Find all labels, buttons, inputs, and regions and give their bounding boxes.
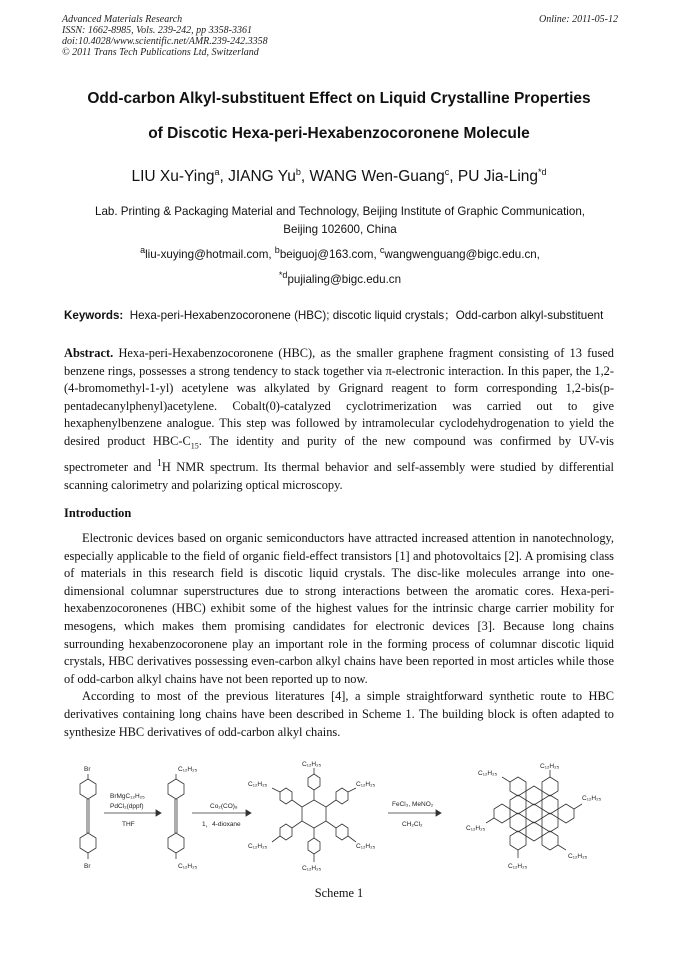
email-mark: b bbox=[274, 245, 280, 255]
abstract-text: Hexa-peri-Hexabenzocoronene (HBC), as the smaller graphene fragment consisting of 13 fused benzene rings, possesses a strong tendency to stack together via π-electronic interaction. In this paper, the 1,2-(4-bromomethyl-1-yl) acetylene was alkylated by Grignard reagent to form corresponding 1,2-bis(p-pentadecanylphenyl)acetylene. Cobalt(0)-catalyzed cyclotrimerization was carried out to give hexaphenylbenzene analogue. This step was followed by intramolecular cyclodehydrogenation to yield the desired product HBC-C bbox=[64, 346, 614, 448]
author-mark: a bbox=[214, 167, 220, 177]
reagent-label: FeCl₃, MeNO₂ bbox=[392, 801, 434, 808]
scheme-1-figure bbox=[64, 758, 620, 883]
alkyl-chain-label: C₁₂H₂₅ bbox=[478, 770, 498, 777]
email-mark: a bbox=[140, 245, 146, 255]
alkyl-chain-label: C₁₂H₂₅ bbox=[302, 865, 322, 872]
scheme-caption: Scheme 1 bbox=[314, 886, 364, 900]
email-link[interactable]: beiguoj@163.com, bbox=[279, 247, 380, 261]
abstract-text: H NMR spectrum. Its thermal behavior and self-assembly were studied by differential scanning calorimetry and polarizing optical microscopy. bbox=[64, 460, 614, 492]
author-name: JIANG Yu bbox=[228, 168, 296, 186]
author-list bbox=[40, 167, 638, 186]
reagent-label: BrMgC₁₂H₂₅ bbox=[110, 793, 145, 800]
author-name: LIU Xu-Ying bbox=[131, 168, 215, 186]
abstract-text: . The identity and purity of the new compound was confirmed by UV-vis spectrometer and bbox=[64, 433, 614, 475]
bromo-label: Br bbox=[84, 863, 91, 870]
author-name: PU Jia-Ling bbox=[457, 168, 539, 186]
solvent-label: 1，4-dioxane bbox=[202, 821, 241, 828]
catalyst-label: PdCl₂(dppf) bbox=[110, 803, 144, 810]
online-date: Online: 2011-05-12 bbox=[539, 14, 618, 25]
author-mark: b bbox=[295, 167, 301, 177]
keywords-label: Keywords: bbox=[64, 309, 124, 322]
alkyl-chain-label: C₁₂H₂₅ bbox=[356, 781, 376, 788]
alkyl-chain-label: C₁₂H₂₅ bbox=[582, 795, 602, 802]
abstract-subscript: 15 bbox=[190, 441, 199, 451]
alkyl-chain-label: C₁₂H₂₅ bbox=[466, 825, 486, 832]
email-mark: *d bbox=[278, 270, 288, 280]
email-line-1 bbox=[62, 245, 618, 261]
benzene-ring bbox=[168, 779, 184, 799]
author-mark: *d bbox=[538, 167, 547, 177]
email-link[interactable]: wangwenguang@bigc.edu.cn, bbox=[384, 247, 540, 261]
paper-title-line-2: of Discotic Hexa-peri-Hexabenzocoronene Molecule bbox=[148, 125, 530, 142]
abstract bbox=[64, 345, 614, 494]
email-line-2 bbox=[62, 270, 618, 286]
author-mark: c bbox=[444, 167, 450, 177]
alkyl-chain-label: C₁₂H₂₅ bbox=[178, 863, 198, 870]
introduction-body bbox=[64, 530, 614, 741]
affiliation-line-2: Beijing 102600, China bbox=[283, 223, 397, 236]
abstract-superscript: 1 bbox=[156, 458, 162, 470]
alkyl-chain-label: C₁₂H₂₅ bbox=[178, 766, 198, 773]
section-heading-introduction: Introduction bbox=[64, 506, 132, 520]
journal-header bbox=[62, 14, 618, 58]
journal-name: Advanced Materials Research bbox=[62, 14, 183, 25]
email-link[interactable]: pujialing@bigc.edu.cn bbox=[287, 272, 402, 286]
alkyl-chain-label: C₁₂H₂₅ bbox=[540, 763, 560, 770]
abstract-label: Abstract. bbox=[64, 346, 114, 360]
catalyst-label: Co₂(CO)₈ bbox=[210, 803, 238, 810]
doi-line: doi:10.4028/www.scientific.net/AMR.239-242.3358 bbox=[62, 36, 268, 47]
author-separator: , bbox=[449, 168, 458, 186]
central-benzene-ring bbox=[302, 800, 326, 828]
keywords-text: Hexa-peri-Hexabenzocoronene (HBC); discotic liquid crystals；Odd-carbon alkyl-substituent bbox=[129, 309, 604, 322]
author-separator: , bbox=[300, 168, 310, 186]
author-separator: , bbox=[219, 168, 229, 186]
affiliation-line-1: Lab. Printing & Packaging Material and Technology, Beijing Institute of Graphic Communication, bbox=[95, 205, 585, 218]
paper-title-line-1: Odd-carbon Alkyl-substituent Effect on Liquid Crystalline Properties bbox=[87, 90, 591, 107]
alkyl-chain-label: C₁₂H₂₅ bbox=[356, 843, 376, 850]
bromo-label: Br bbox=[84, 766, 91, 773]
paragraph: Electronic devices based on organic semiconductors have attracted increased attention in nanotechnology, especially applicable to the field of organic field-effect transistors [1] and photovoltaics [2]. A promising class of materials in this research field is discotic liquid crystals. The disc-like molecules arrange into one-dimensional columnar superstructures due to strong interactions between the aromatic cores. Hexa-peri-hexabenzocoronenes (HBC) exhibit some of the highest values for the intrinsic charge carrier mobility for mesogens, which makes them promising candidates for electronic devices [3]. Because long chains surrounding hexabenzocoronene play an important role in the forming process of columnar discotic liquid crystals, HBC derivatives possessing even-carbon alkyl chains have been reported in most articles while those of odd-carbon alkyl chains have not been reported up to now. bbox=[64, 531, 614, 686]
email-link[interactable]: liu-xuying@hotmail.com, bbox=[145, 247, 275, 261]
keywords bbox=[64, 308, 614, 324]
author-name: WANG Wen-Guang bbox=[309, 168, 445, 186]
benzene-ring bbox=[80, 833, 96, 853]
alkyl-chain-label: C₁₂H₂₅ bbox=[302, 761, 322, 768]
alkyl-chain-label: C₁₂H₂₅ bbox=[508, 863, 528, 870]
benzene-ring bbox=[168, 833, 184, 853]
paragraph: According to most of the previous literatures [4], a simple straightforward synthetic route to HBC derivatives containing long chains have been described in Scheme 1. The building block is often adapted to synthesize HBC derivatives of odd-carbon alkyl chains. bbox=[64, 689, 614, 739]
copyright-line: © 2011 Trans Tech Publications Ltd, Switzerland bbox=[62, 47, 259, 58]
benzene-ring bbox=[80, 779, 96, 799]
alkyl-chain-label: C₁₂H₂₅ bbox=[248, 843, 268, 850]
affiliation bbox=[62, 203, 618, 239]
alkyl-chain-label: C₁₂H₂₅ bbox=[248, 781, 268, 788]
issn-line: ISSN: 1662-8985, Vols. 239-242, pp 3358-3361 bbox=[62, 25, 252, 36]
solvent-label: CH₂Cl₂ bbox=[402, 821, 423, 828]
alkyl-chain-label: C₁₂H₂₅ bbox=[568, 853, 588, 860]
hbc-core bbox=[494, 777, 574, 850]
solvent-label: THF bbox=[122, 821, 135, 828]
email-mark: c bbox=[379, 245, 385, 255]
